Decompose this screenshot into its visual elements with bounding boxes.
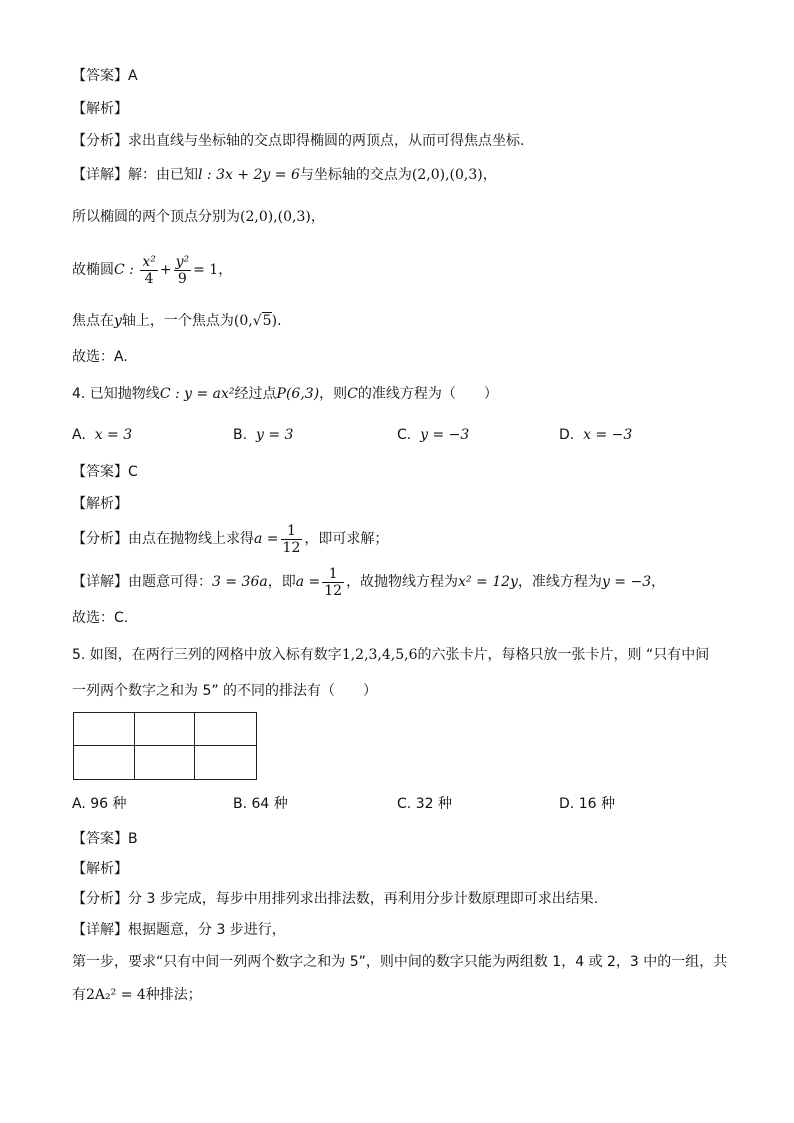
detail-end: ， — [482, 167, 497, 183]
option-value: 16 种 — [578, 796, 615, 812]
equals-one: = 1 — [193, 262, 219, 278]
answer-tag: 【答案】 — [72, 68, 128, 84]
detail-line-q4 — [72, 562, 665, 602]
detail-end: ， — [651, 574, 666, 590]
stem-mid: 经过点 — [234, 386, 277, 402]
question-5-stem-line2 — [72, 681, 377, 701]
option-b[interactable] — [233, 425, 293, 445]
answer-tag: 【答案】 — [72, 831, 128, 847]
grid-cell — [195, 746, 256, 779]
focus-text-b: 轴上，一个焦点为 — [121, 313, 234, 329]
step1-line2 — [72, 985, 202, 1005]
plus-sign: + — [159, 262, 172, 278]
option-label: B. — [233, 796, 248, 812]
ellipse-name: C : — [114, 262, 134, 278]
a-equals: a = — [254, 531, 279, 547]
detail-tag: 【详解】 — [72, 167, 128, 183]
detail-text: 根据题意，分 3 步进行， — [128, 922, 286, 938]
focus-axis: y — [114, 313, 122, 329]
ellipse-end: ， — [218, 262, 233, 278]
fraction-numerator: y² — [175, 253, 190, 270]
detail-mid: ，即 — [267, 574, 296, 590]
grid-cell — [135, 713, 196, 746]
detail-mid3: ，准线方程为 — [517, 574, 602, 590]
fenxi-line-q5 — [72, 889, 598, 909]
option-value: x = −3 — [583, 427, 633, 443]
option-label: B. — [233, 427, 248, 443]
grid-cell — [74, 746, 135, 779]
option-value: 96 种 — [90, 796, 127, 812]
choose-line-q4 — [72, 608, 128, 628]
ellipse-equation-line — [72, 250, 232, 290]
card-digits: 1,2,3,4,5,6 — [341, 647, 418, 663]
curve-c: C — [347, 386, 358, 402]
analysis-tag: 【解析】 — [72, 101, 128, 117]
option-value: 64 种 — [251, 796, 288, 812]
analysis-heading — [72, 859, 128, 879]
option-label: D. — [559, 427, 575, 443]
fraction-1-12 — [281, 523, 303, 556]
stem-part-a: 5. 如图，在两行三列的网格中放入标有数字 — [72, 647, 342, 663]
detail-equation: 3 = 36a — [212, 574, 268, 590]
option-d[interactable] — [559, 425, 632, 445]
answer-value: B — [128, 831, 138, 847]
option-label: D. — [559, 796, 575, 812]
option-c[interactable] — [397, 425, 469, 445]
option-d[interactable] — [559, 794, 615, 814]
option-label: A. — [72, 796, 86, 812]
step1-text: 第一步，要求“只有中间一列两个数字之和为 5”，则中间的数字只能为两组数 1，4 或 2，3 中的一组，共 — [72, 954, 728, 970]
arrangement-formula: 2A₂² = 4 — [86, 987, 146, 1003]
sqrt-radicand: 5 — [262, 313, 272, 329]
stem-line2: 一列两个数字之和为 5” 的不同的排法有（ ） — [72, 683, 378, 699]
option-value: y = −3 — [420, 427, 470, 443]
answer-tag: 【答案】 — [72, 464, 128, 480]
fraction-numerator: 1 — [328, 565, 338, 582]
stem-end: 的准线方程为（ ） — [357, 386, 498, 402]
step1-prefix: 有 — [72, 987, 86, 1003]
grid-cell — [74, 713, 135, 746]
answer-line-q4 — [72, 462, 138, 482]
grid-cell — [135, 746, 196, 779]
detail-mid: 与坐标轴的交点为 — [299, 167, 412, 183]
option-a[interactable] — [72, 425, 132, 445]
point-p: P(6,3) — [276, 386, 320, 402]
option-value: 32 种 — [415, 796, 452, 812]
option-value: y = 3 — [255, 427, 294, 443]
fraction-numerator: 1 — [286, 522, 296, 539]
fraction-x2-4 — [140, 254, 158, 287]
focus-point-close: ) — [271, 313, 278, 329]
analysis-tag: 【解析】 — [72, 861, 128, 877]
step1-suffix: 种排法； — [145, 987, 202, 1003]
focus-text-a: 焦点在 — [72, 313, 114, 329]
fraction-denominator: 12 — [324, 582, 343, 599]
intersection-points: (2,0),(0,3) — [411, 167, 483, 183]
fenxi-tag: 【分析】 — [72, 891, 128, 907]
option-b[interactable] — [233, 794, 288, 814]
fraction-denominator: 9 — [174, 270, 192, 287]
detail-tag: 【详解】 — [72, 922, 128, 938]
answer-line-q3 — [72, 66, 138, 86]
choose-line-q3 — [72, 347, 128, 367]
a-equals: a = — [295, 574, 321, 590]
choose-text: 故选：C. — [72, 610, 129, 626]
fraction-numerator: x² — [142, 253, 156, 270]
answer-value: C — [128, 464, 138, 480]
detail-prefix: 由题意可得： — [128, 574, 212, 590]
stem-mid2: ，则 — [319, 386, 348, 402]
question-4-stem — [72, 384, 498, 404]
question-5-stem-line1 — [72, 645, 709, 665]
choose-text: 故选：A. — [72, 349, 128, 365]
vertices-line — [72, 207, 325, 227]
fenxi-tag: 【分析】 — [72, 531, 128, 547]
fenxi-prefix: 由点在抛物线上求得 — [128, 531, 254, 547]
focus-line — [72, 311, 282, 331]
option-label: C. — [397, 427, 412, 443]
fenxi-text: 分 3 步完成，每步中用排列求出排法数，再利用分步计数原理即可求出结果. — [128, 891, 599, 907]
focus-end: . — [277, 313, 282, 329]
directrix: y = −3 — [601, 574, 652, 590]
option-label: A. — [72, 427, 86, 443]
fenxi-tag: 【分析】 — [72, 133, 128, 149]
grid-figure-2x3 — [73, 712, 257, 780]
option-label: C. — [397, 796, 412, 812]
stem-prefix: 4. 已知抛物线 — [72, 386, 160, 402]
stem-part-b: 的六张卡片，每格只放一张卡片，则 “只有中间 — [417, 647, 710, 663]
step1-line1 — [72, 952, 727, 972]
option-c[interactable] — [397, 794, 452, 814]
fraction-denominator: 4 — [140, 270, 158, 287]
parabola-equation: C : y = ax² — [159, 386, 235, 402]
vertices-end: ， — [310, 209, 325, 225]
parabola-standard: x² = 12y — [458, 574, 518, 590]
fenxi-end: ，即可求解； — [304, 531, 389, 547]
ellipse-prefix: 故椭圆 — [72, 262, 114, 278]
fraction-denominator: 12 — [282, 539, 301, 556]
detail-line-q5 — [72, 920, 286, 940]
option-value: x = 3 — [94, 427, 133, 443]
fenxi-line-q4 — [72, 519, 388, 559]
detail-mid2: ，故抛物线方程为 — [346, 574, 459, 590]
detail-prefix: 解：由已知 — [128, 167, 198, 183]
analysis-heading — [72, 99, 128, 119]
fraction-y2-9 — [174, 254, 192, 287]
answer-line-q5 — [72, 829, 138, 849]
detail-tag: 【详解】 — [72, 574, 128, 590]
fenxi-text: 求出直线与坐标轴的交点即得椭圆的两顶点，从而可得焦点坐标. — [128, 133, 525, 149]
option-a[interactable] — [72, 794, 127, 814]
grid-cell — [195, 713, 256, 746]
fraction-1-12 — [322, 566, 344, 599]
fenxi-line-q3 — [72, 131, 524, 151]
answer-value: A — [128, 68, 138, 84]
vertices-points: (2,0),(0,3) — [240, 209, 311, 225]
detail-line-q3 — [72, 165, 497, 185]
vertices-text: 所以椭圆的两个顶点分别为 — [72, 209, 240, 225]
line-equation: l : 3x + 2y = 6 — [198, 167, 300, 183]
analysis-heading — [72, 494, 128, 514]
sqrt-symbol: √ — [252, 313, 262, 329]
focus-point-open: (0, — [233, 313, 253, 329]
analysis-tag: 【解析】 — [72, 496, 128, 512]
